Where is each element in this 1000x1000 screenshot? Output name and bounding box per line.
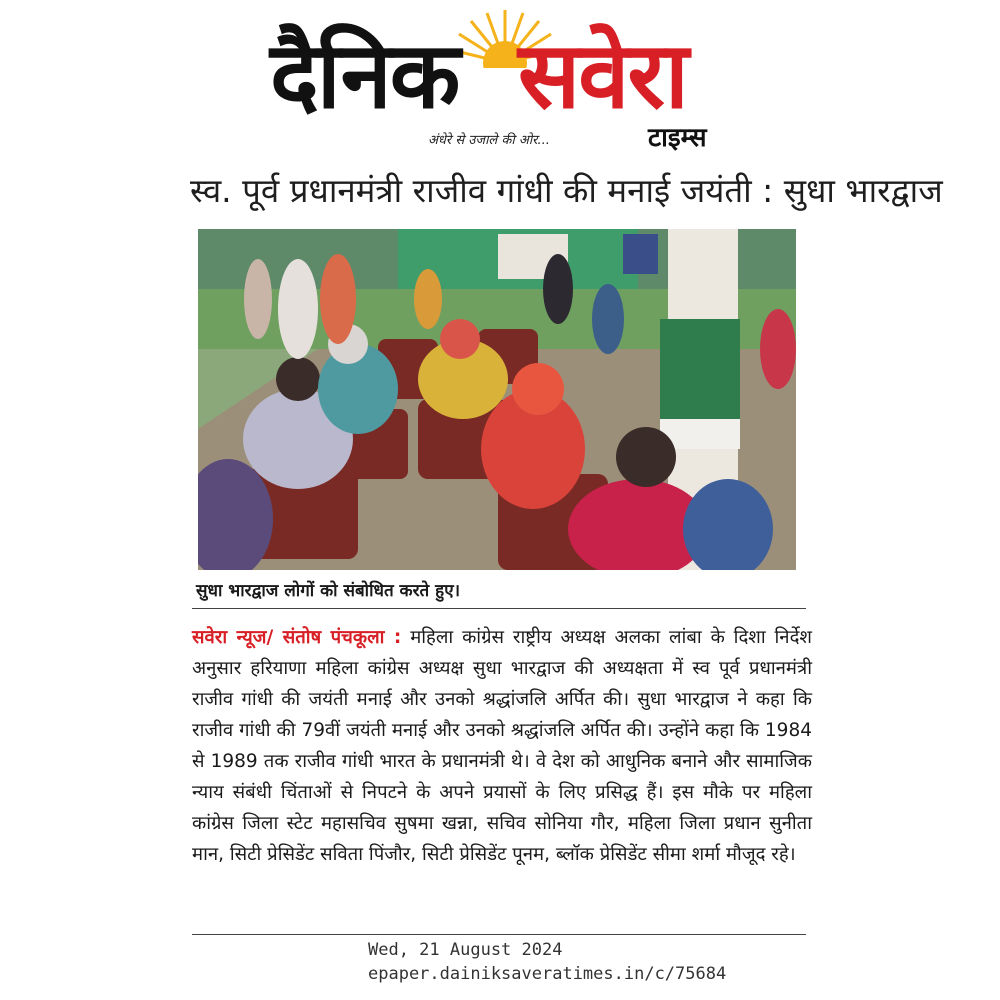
masthead-tagline: अंधेरे से उजाले की ओर... [428, 133, 550, 148]
article-headline: स्व. पूर्व प्रधानमंत्री राजीव गांधी की मनाई जयंती : सुधा भारद्वाज [190, 171, 943, 210]
article-body [192, 622, 812, 870]
epaper-url[interactable]: epaper.dainiksaveratimes.in/c/75684 [368, 964, 727, 984]
event-photo-illustration [198, 229, 796, 570]
masthead-word-dainik: दैनिक [270, 22, 459, 129]
edition-date: Wed, 21 August 2024 [368, 940, 563, 960]
footer-divider [192, 934, 806, 935]
masthead-word-times: टाइम्स [648, 123, 707, 153]
article-photo [198, 229, 796, 570]
masthead [250, 0, 750, 160]
article-byline: सवेरा न्यूज/ संतोष पंचकूला : [192, 627, 402, 648]
caption-divider [192, 608, 806, 609]
masthead-word-savera: सवेरा [518, 22, 687, 129]
photo-caption: सुधा भारद्वाज लोगों को संबोधित करते हुए। [196, 581, 461, 601]
article-text: महिला कांग्रेस राष्ट्रीय अध्यक्ष अलका लांबा के दिशा निर्देश अनुसार हरियाणा महिला कांग्रेस अध्यक्ष सुधा भारद्वाज की अध्यक्षता में स्व पूर्व प्रधानमंत्री राजीव गांधी की जयंती मनाई और उनको श्रद्धांजलि अर्पित की। सुधा भारद्वाज ने कहा कि राजीव गांधी की 79वीं जयंती मनाई और उनको श्रद्धांजलि अर्पित की। उन्होंने कहा कि 1984 से 1989 तक राजीव गांधी भारत के प्रधानमंत्री थे। वे देश को आधुनिक बनाने और सामाजिक न्याय संबंधी चिंताओं से निपटने के अपने प्रयासों के लिए प्रसिद्ध हैं। इस मौके पर महिला कांग्रेस जिला स्टेट महासचिव सुषमा खन्ना, सचिव सोनिया गौर, महिला जिला प्रधान सुनीता मान, सिटी प्रेसिडेंट सविता पिंजौर, सिटी प्रेसिडेंट पूनम, ब्लॉक प्रेसिडेंट सीमा शर्मा मौजूद रहे। [192, 627, 812, 865]
